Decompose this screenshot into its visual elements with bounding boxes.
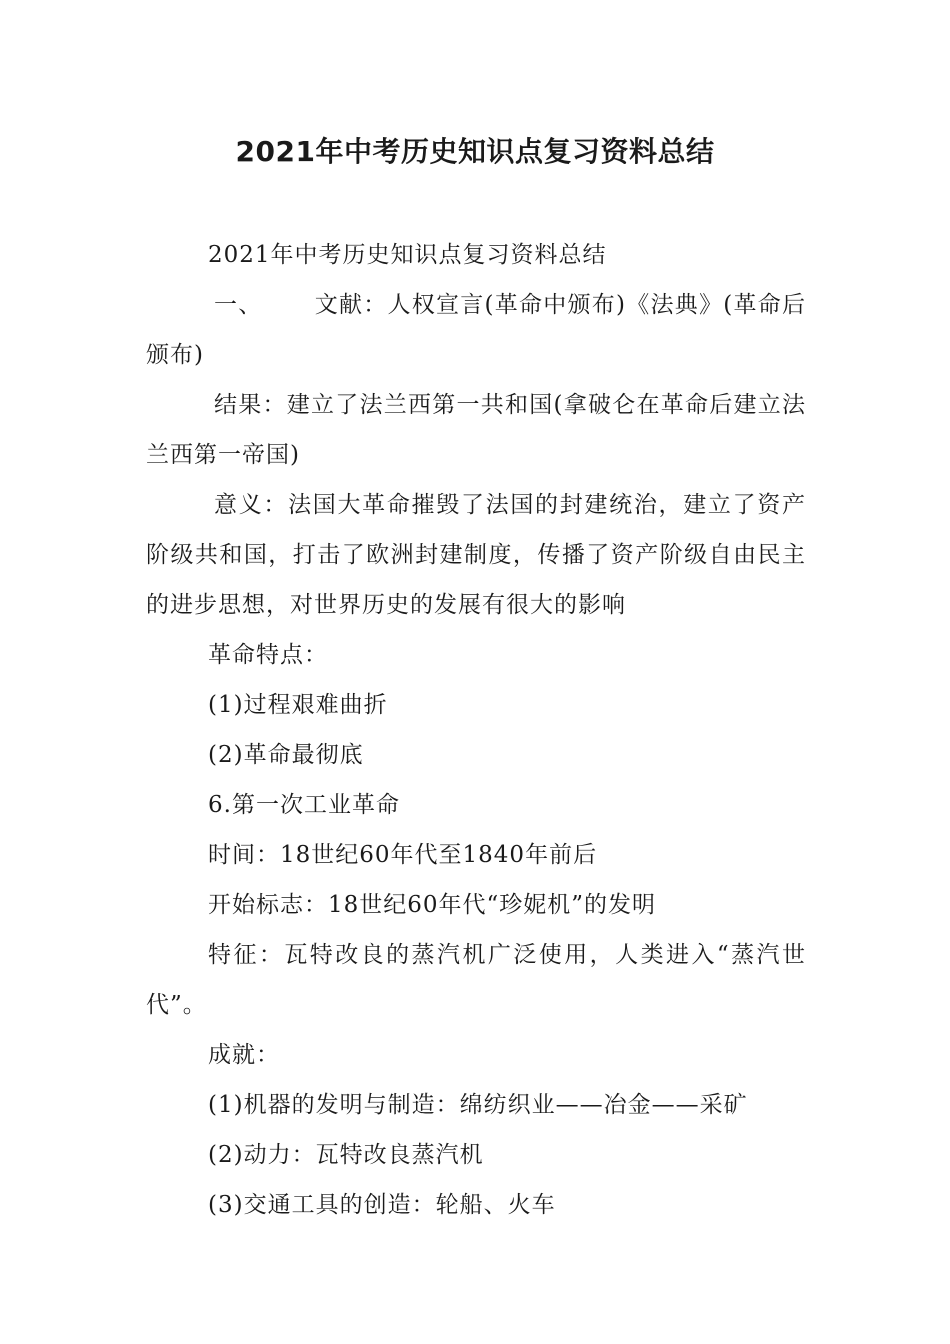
section-marker: 一、: [214, 292, 263, 318]
paragraph-documents: [146, 280, 806, 380]
paragraph-documents-text: 文献：人权宣言(革命中颁布)《法典》(革命后颁布): [146, 292, 807, 368]
paragraph-characteristic: 特征：瓦特改良的蒸汽机广泛使用，人类进入“蒸汽世代”。: [146, 942, 806, 1018]
paragraph-features-heading: 革命特点：: [208, 642, 328, 668]
paragraph-feature-1: (1)过程艰难曲折: [208, 692, 388, 718]
paragraph-significance: 意义：法国大革命摧毁了法国的封建统治，建立了资产阶级共和国，打击了欧洲封建制度，传播了资产阶级自由民主的进步思想，对世界历史的发展有很大的影响: [146, 492, 806, 618]
document-title: 2021年中考历史知识点复习资料总结: [235, 135, 715, 168]
paragraph-subtitle: 2021年中考历史知识点复习资料总结: [208, 242, 607, 268]
paragraph-start-sign: 开始标志：18世纪60年代“珍妮机”的发明: [208, 892, 657, 918]
paragraph-achievement-1: (1)机器的发明与制造：绵纺织业——冶金——采矿: [208, 1092, 748, 1118]
paragraph-feature-2: (2)革命最彻底: [208, 742, 364, 768]
paragraph-result: 结果：建立了法兰西第一共和国(拿破仑在革命后建立法兰西第一帝国): [146, 392, 806, 468]
paragraph-achievement-3: (3)交通工具的创造：轮船、火车: [208, 1192, 556, 1218]
paragraph-industrial-revolution: 6.第一次工业革命: [208, 792, 400, 818]
paragraph-time: 时间：18世纪60年代至1840年前后: [208, 842, 598, 868]
document-body: [146, 230, 806, 1230]
paragraph-achievements-heading: 成就：: [208, 1042, 280, 1068]
paragraph-achievement-2: (2)动力：瓦特改良蒸汽机: [208, 1142, 484, 1168]
